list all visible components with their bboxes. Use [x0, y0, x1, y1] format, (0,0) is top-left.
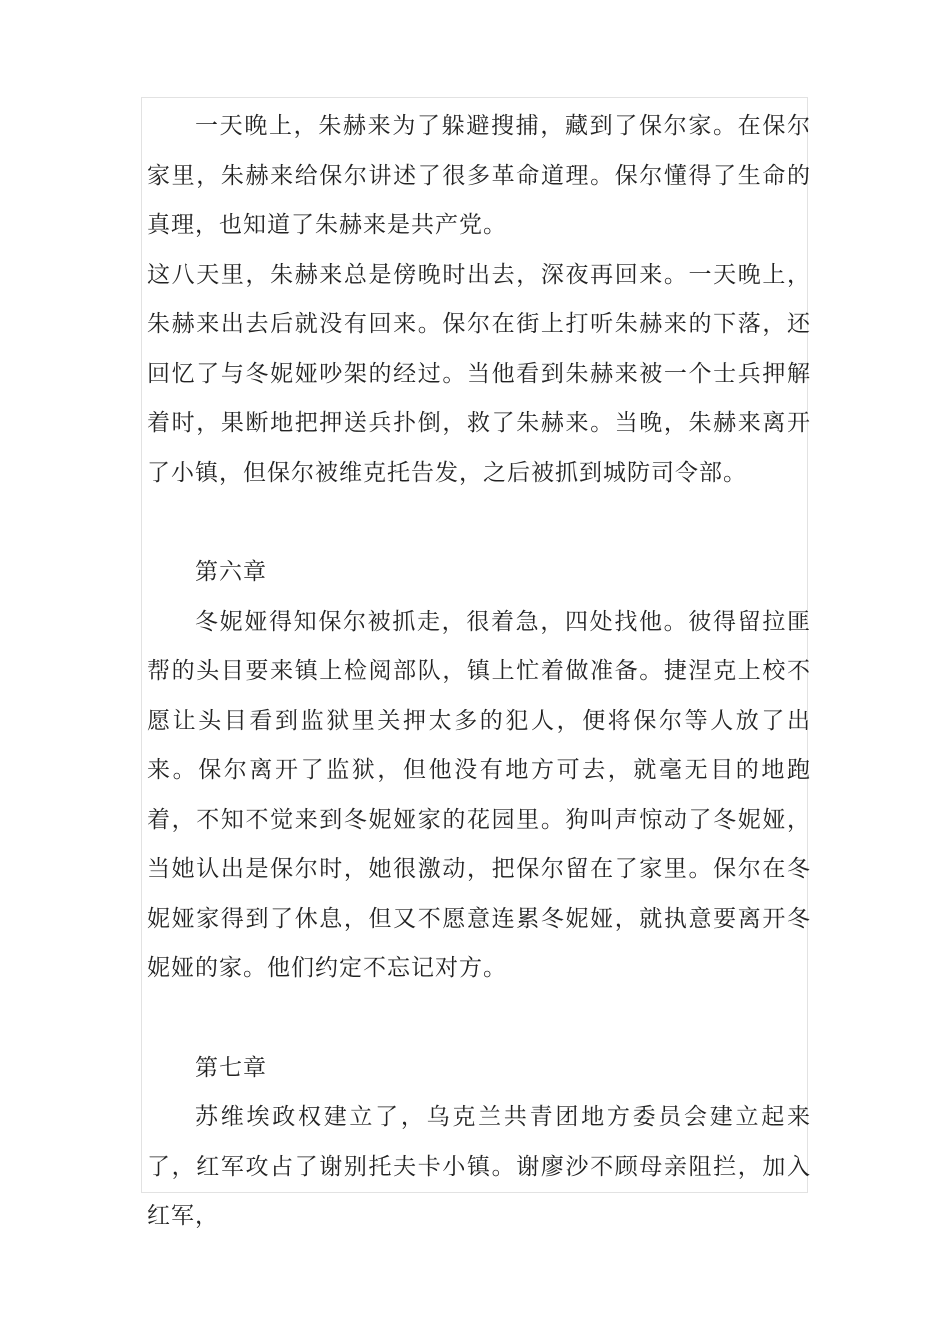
paragraph-3: 冬妮娅得知保尔被抓走，很着急，四处找他。彼得留拉匪帮的头目要来镇上检阅部队，镇上忙着做准备。捷涅克上校不愿让头目看到监狱里关押太多的犯人，便将保尔等人放了出来。保尔离开了监狱，但他没有地方可去，就毫无目的地跑着，不知不觉来到冬妮娅家的花园里。狗叫声惊动了冬妮娅，当她认出是保尔时，她很激动，把保尔留在了家里。保尔在冬妮娅家得到了休息，但又不愿意连累冬妮娅，就执意要离开冬妮娅的家。他们约定不忘记对方。 [147, 608, 811, 981]
chapter-heading-7: 第七章 [195, 1054, 267, 1081]
paragraph-4: 苏维埃政权建立了，乌克兰共青团地方委员会建立起来了，红军攻占了谢别托夫卡小镇。谢廖沙不顾母亲阻拦，加入红军， [147, 1104, 811, 1229]
section-gap [147, 994, 811, 1044]
section-gap [147, 498, 811, 548]
chapter-heading-6: 第六章 [195, 559, 267, 585]
paragraph-1: 一天晚上，朱赫来为了躲避搜捕，藏到了保尔家。在保尔家里，朱赫来给保尔讲述了很多革命道理。保尔懂得了生命的真理，也知道了朱赫来是共产党。 [147, 113, 811, 238]
page-frame [141, 97, 811, 1229]
paragraph-2: 这八天里，朱赫来总是傍晚时出去，深夜再回来。一天晚上，朱赫来出去后就没有回来。保尔在街上打听朱赫来的下落，还回忆了与冬妮娅吵架的经过。当他看到朱赫来被一个士兵押解着时，果断地把押送兵扑倒，救了朱赫来。当晚，朱赫来离开了小镇，但保尔被维克托告发，之后被抓到城防司令部。 [147, 261, 811, 486]
document-body [147, 102, 811, 1242]
